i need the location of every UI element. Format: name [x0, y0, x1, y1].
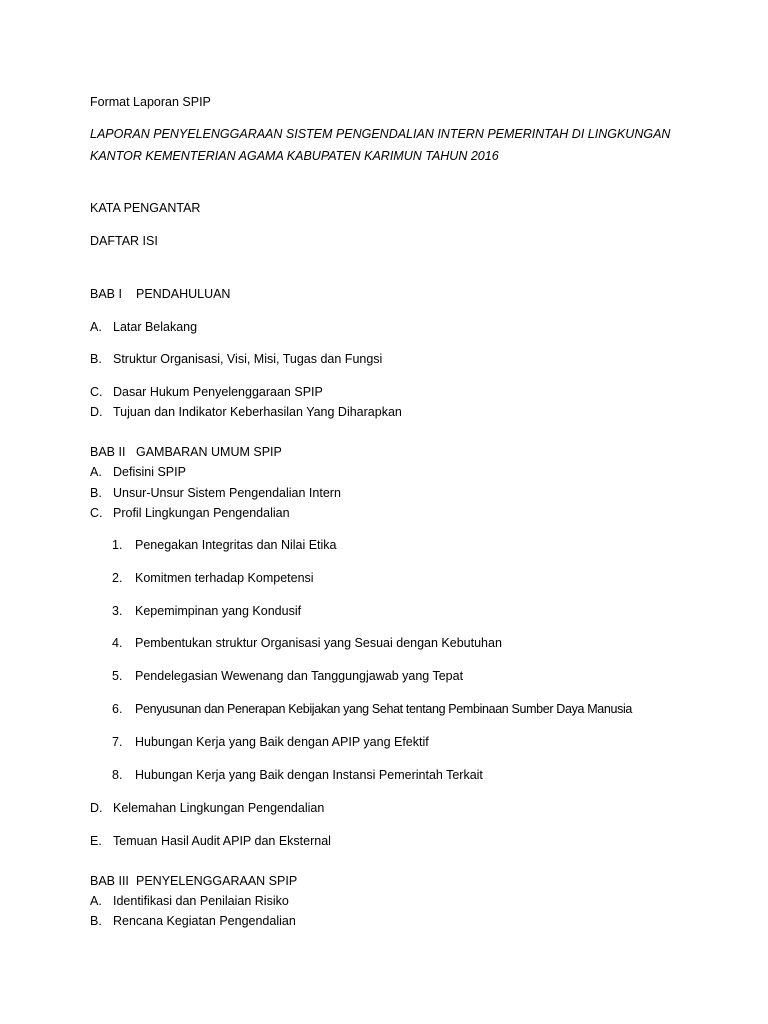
- list-item: [90, 319, 197, 335]
- list-item-label: B.: [90, 352, 102, 366]
- list-item: [90, 485, 341, 501]
- list-item: [90, 351, 382, 367]
- numbered-item-label: 4.: [112, 636, 123, 650]
- list-item: [90, 913, 296, 929]
- list-item: [90, 505, 290, 521]
- list-item-text: Tujuan dan Indikator Keberhasilan Yang Diharapkan: [113, 405, 402, 419]
- list-item-text: Temuan Hasil Audit APIP dan Eksternal: [113, 834, 331, 848]
- numbered-item: [112, 537, 337, 553]
- list-item-label: E.: [90, 834, 102, 848]
- daftar-isi-heading: DAFTAR ISI: [90, 234, 158, 248]
- list-item-label: A.: [90, 320, 102, 334]
- numbered-item: [112, 734, 429, 750]
- bab-3-heading: [90, 873, 297, 889]
- kata-pengantar-heading: KATA PENGANTAR: [90, 201, 201, 215]
- list-item-text: Dasar Hukum Penyelenggaraan SPIP: [113, 385, 323, 399]
- list-item: [90, 800, 324, 816]
- report-title-line-2: KANTOR KEMENTERIAN AGAMA KABUPATEN KARIMUN TAHUN 2016: [90, 149, 499, 163]
- numbered-item-text: Komitmen terhadap Kompetensi: [135, 571, 314, 585]
- numbered-item: [112, 767, 483, 783]
- list-item-label: C.: [90, 506, 103, 520]
- list-item-label: A.: [90, 894, 102, 908]
- report-title-line-1: LAPORAN PENYELENGGARAAN SISTEM PENGENDALIAN INTERN PEMERINTAH DI LINGKUNGAN: [90, 127, 671, 141]
- list-item-label: D.: [90, 405, 103, 419]
- list-item-label: A.: [90, 465, 102, 479]
- list-item: [90, 404, 402, 420]
- list-item-text: Unsur-Unsur Sistem Pengendalian Intern: [113, 486, 341, 500]
- list-item: [90, 893, 289, 909]
- numbered-item: [112, 570, 314, 586]
- numbered-item-label: 5.: [112, 669, 123, 683]
- bab-2-title: GAMBARAN UMUM SPIP: [136, 445, 282, 459]
- list-item: [90, 384, 323, 400]
- list-item: [90, 833, 331, 849]
- numbered-item-label: 2.: [112, 571, 123, 585]
- bab-3-number: BAB III: [90, 874, 129, 888]
- numbered-item-text: Hubungan Kerja yang Baik dengan APIP yang Efektif: [135, 735, 429, 749]
- list-item-label: B.: [90, 914, 102, 928]
- list-item-text: Latar Belakang: [113, 320, 198, 334]
- bab-3-title: PENYELENGGARAAN SPIP: [136, 874, 298, 888]
- bab-1-number: BAB I: [90, 287, 122, 301]
- list-item-label: B.: [90, 486, 102, 500]
- list-item-text: Profil Lingkungan Pengendalian: [113, 506, 290, 520]
- list-item-text: Struktur Organisasi, Visi, Misi, Tugas dan Fungsi: [113, 352, 383, 366]
- numbered-item-text: Pendelegasian Wewenang dan Tanggungjawab yang Tepat: [135, 669, 464, 683]
- list-item-text: Kelemahan Lingkungan Pengendalian: [113, 801, 325, 815]
- list-item-text: Identifikasi dan Penilaian Risiko: [113, 894, 289, 908]
- numbered-item-label: 7.: [112, 735, 123, 749]
- bab-2-number: BAB II: [90, 445, 126, 459]
- list-item: [90, 464, 186, 480]
- numbered-item-label: 1.: [112, 538, 123, 552]
- list-item-label: C.: [90, 385, 103, 399]
- numbered-item: [112, 635, 502, 651]
- numbered-item-text: Penyusunan dan Penerapan Kebijakan yang Sehat tentang Pembinaan Sumber Daya Manusia: [135, 702, 633, 716]
- list-item-label: D.: [90, 801, 103, 815]
- document-label: Format Laporan SPIP: [90, 95, 211, 109]
- numbered-item-text: Penegakan Integritas dan Nilai Etika: [135, 538, 337, 552]
- numbered-item: [112, 701, 632, 717]
- numbered-item: [112, 603, 301, 619]
- list-item-text: Rencana Kegiatan Pengendalian: [113, 914, 296, 928]
- bab-1-title: PENDAHULUAN: [136, 287, 231, 301]
- bab-1-heading: [90, 286, 230, 302]
- list-item-text: Defisini SPIP: [113, 465, 186, 479]
- numbered-item-text: Hubungan Kerja yang Baik dengan Instansi Pemerintah Terkait: [135, 768, 483, 782]
- numbered-item-text: Pembentukan struktur Organisasi yang Sesuai dengan Kebutuhan: [135, 636, 502, 650]
- bab-2-heading: [90, 444, 282, 460]
- numbered-item-label: 6.: [112, 702, 123, 716]
- numbered-item-text: Kepemimpinan yang Kondusif: [135, 604, 302, 618]
- numbered-item: [112, 668, 463, 684]
- numbered-item-label: 8.: [112, 768, 123, 782]
- numbered-item-label: 3.: [112, 604, 123, 618]
